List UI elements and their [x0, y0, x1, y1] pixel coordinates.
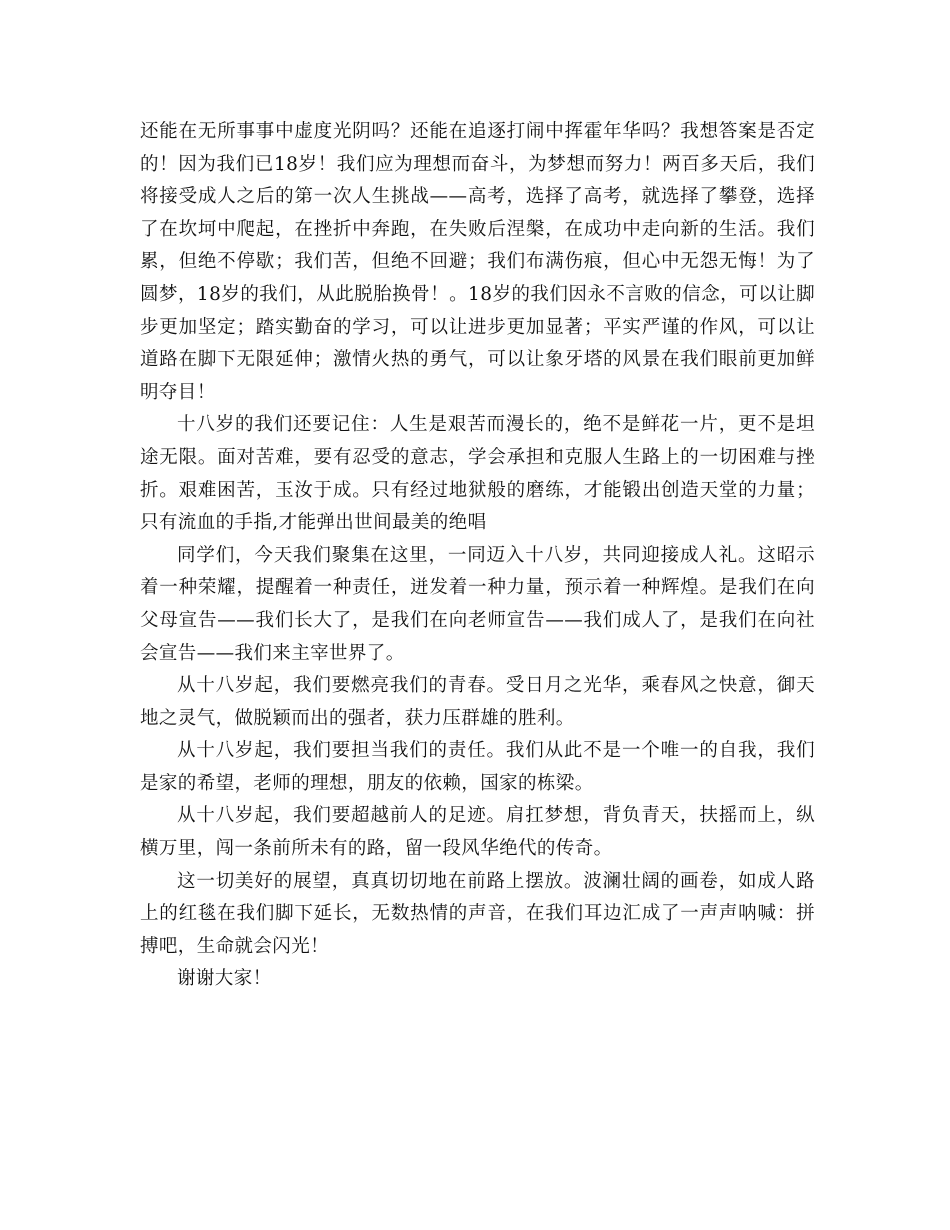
document-body — [140, 116, 815, 996]
paragraph-responsibility: 从十八岁起，我们要担当我们的责任。我们从此不是一个唯一的自我，我们是家的希望，老师的理想，朋友的依赖，国家的栋梁。 — [140, 740, 815, 794]
paragraph-classmates: 同学们，今天我们聚集在这里，一同迈入十八岁，共同迎接成人礼。这昭示着一种荣耀，提醒着一种责任，迸发着一种力量，预示着一种辉煌。是我们在向父母宣告——我们长大了，是我们在向老师宣告——我们成人了，是我们在向社会宣告——我们来主宰世界了。 — [140, 544, 815, 664]
paragraph-youth: 从十八岁起，我们要燃亮我们的青春。受日月之光华，乘春风之快意，御天地之灵气，做脱颖而出的强者，获力压群雄的胜利。 — [140, 675, 815, 729]
paragraph-remember: 十八岁的我们还要记住：人生是艰苦而漫长的，绝不是鲜花一片，更不是坦途无限。面对苦难，要有忍受的意志，学会承担和克服人生路上的一切困难与挫折。艰难困苦，玉汝于成。只有经过地狱般的磨练，才能锻出创造天堂的力量；只有流血的手指,才能弹出世间最美的绝唱 — [140, 414, 815, 534]
paragraph-outlook: 这一切美好的展望，真真切切地在前路上摆放。波澜壮阔的画卷，如成人路上的红毯在我们脚下延长，无数热情的声音，在我们耳边汇成了一声声呐喊：拼搏吧，生命就会闪光！ — [140, 870, 815, 957]
paragraph-surpass: 从十八岁起，我们要超越前人的足迹。肩扛梦想，背负青天，扶摇而上，纵横万里，闯一条前所未有的路，留一段风华绝代的传奇。 — [140, 805, 815, 860]
paragraph-thanks: 谢谢大家！ — [177, 968, 272, 990]
paragraph-continuation: 还能在无所事事中虚度光阴吗？还能在追逐打闹中挥霍年华吗？我想答案是否定的！因为我们已18岁！我们应为理想而奋斗，为梦想而努力！两百多天后，我们将接受成人之后的第一次人生挑战——高考，选择了高考，就选择了攀登，选择了在坎坷中爬起，在挫折中奔跑，在失败后涅槃，在成功中走向新的生活。我们累，但绝不停歇；我们苦，但绝不回避；我们布满伤痕，但心中无怨无悔！为了圆梦，18岁的我们，从此脱胎换骨！。18岁的我们因永不言败的信念，可以让脚步更加坚定；踏实勤奋的学习，可以让进步更加显著；平实严谨的作风，可以让道路在脚下无限延伸；激情火热的勇气，可以让象牙塔的风景在我们眼前更加鲜明夺目！ — [140, 121, 815, 403]
